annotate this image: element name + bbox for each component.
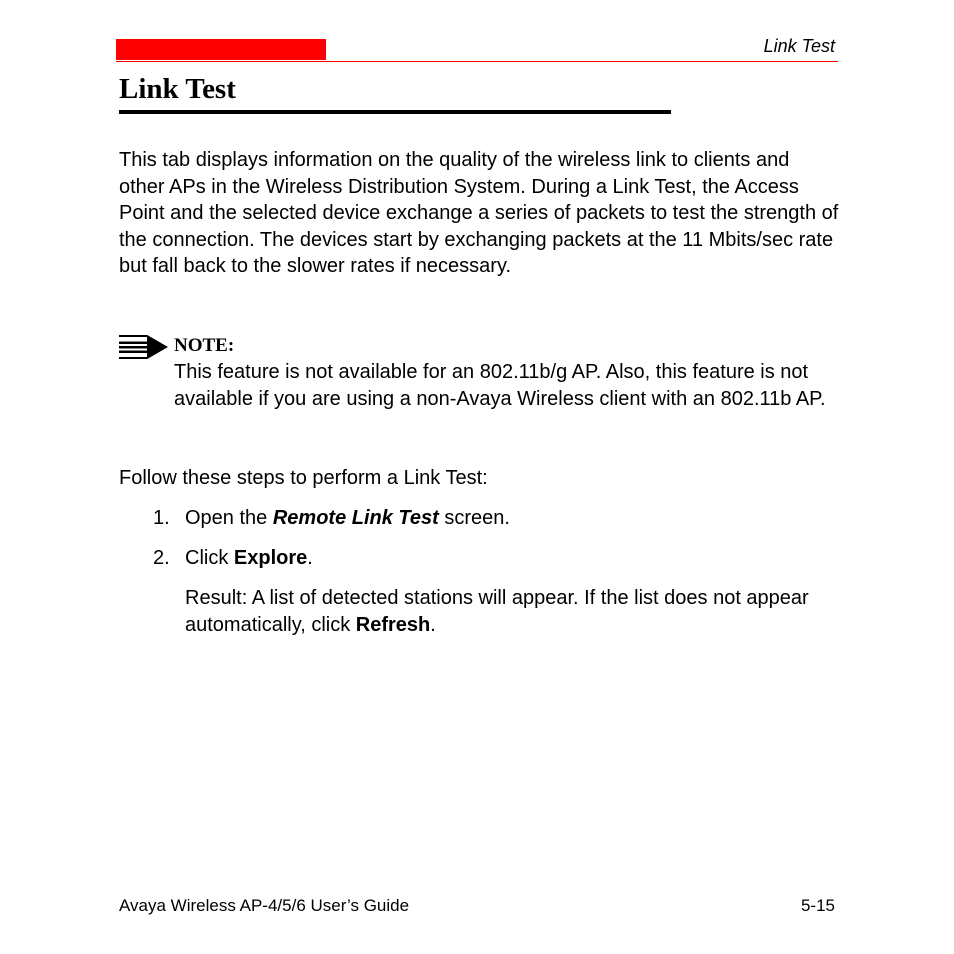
result-text-part: Result: A list of detected stations will appear. If the list does not appear automatically, click bbox=[185, 587, 809, 636]
note-label: NOTE: bbox=[174, 335, 235, 356]
step-text-part: Click bbox=[185, 547, 234, 569]
note-arrow-icon bbox=[118, 335, 168, 359]
step-text bbox=[185, 505, 510, 532]
result-emphasis: Refresh bbox=[355, 613, 431, 636]
step-number: 2. bbox=[153, 547, 170, 569]
result-text-part: . bbox=[430, 613, 436, 636]
step-text-part: . bbox=[307, 547, 313, 569]
step-text-part: screen. bbox=[438, 507, 510, 529]
note-text: This feature is not available for an 802.11b/g AP. Also, this feature is not available if you are using a non-Avaya Wireless client with an 802.11b AP. bbox=[174, 361, 826, 410]
page-title: Link Test bbox=[119, 73, 236, 105]
step-number: 1. bbox=[153, 507, 170, 529]
step-text bbox=[185, 545, 313, 572]
footer-page-number: 5-15 bbox=[800, 896, 835, 915]
intro-paragraph: This tab displays information on the quality of the wireless link to clients and other APs in the Wireless Distribution System. During a Link Test, the Access Point and the selected device exchange a series of packets to test the strength of the connection. The devices start by exchanging packets at the 11 Mbits/sec rate but fall back to the slower rates if necessary. bbox=[119, 149, 839, 277]
header-accent-bar bbox=[116, 39, 326, 60]
step-text-part: Open the bbox=[185, 507, 273, 529]
running-header-title: Link Test bbox=[763, 36, 835, 56]
footer-guide-title: Avaya Wireless AP-4/5/6 User’s Guide bbox=[119, 896, 410, 915]
title-underline bbox=[119, 110, 671, 114]
step-emphasis: Explore bbox=[233, 547, 308, 569]
header-rule bbox=[116, 61, 838, 62]
result-paragraph bbox=[185, 585, 835, 638]
steps-intro: Follow these steps to perform a Link Test: bbox=[119, 467, 488, 489]
step-emphasis: Remote Link Test bbox=[272, 507, 439, 529]
